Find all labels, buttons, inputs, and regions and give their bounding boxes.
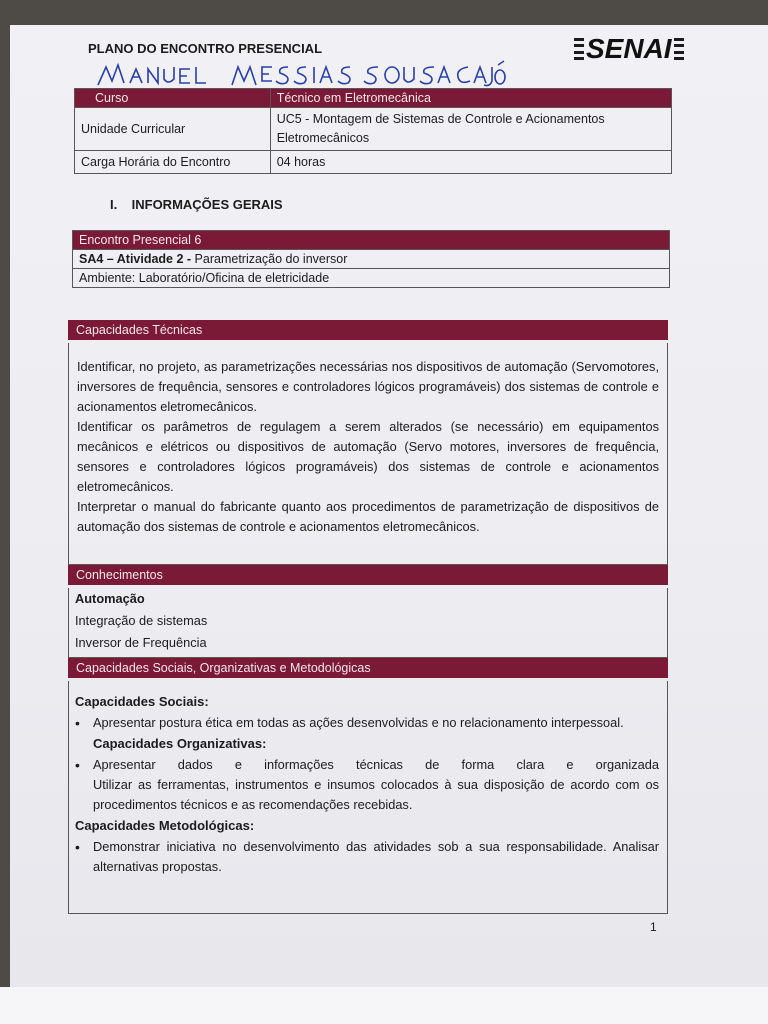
document-title: PLANO DO ENCONTRO PRESENCIAL — [88, 41, 323, 56]
social-capabilities-header: Capacidades Sociais, Organizativas e Metodológicas — [68, 658, 668, 678]
organizational-capability-line-1: Apresentar dados e informações técnicas de forma clara e organizada — [93, 757, 659, 772]
knowledge-item-2: Inversor de Frequência — [75, 635, 207, 650]
course-value: Técnico em Eletromecânica — [270, 89, 671, 108]
technical-capability-2: Identificar os parâmetros de regulagem a serem alterados (se necessário) em equipamentos mecânicos e elétricos ou dispositivos de automação (Servo motores, inversores de frequência, sensores e controladores lógicos programáveis) dos sistemas de controle e acionamentos eletromecânicos. — [77, 419, 659, 494]
curricular-unit-value — [270, 108, 671, 151]
organizational-capability-item — [75, 755, 659, 815]
social-capability-item: • Apresentar postura ética em todas as ações desenvolvidas e no relacionamento interpessoal. — [75, 715, 624, 731]
organizational-capability-line-2: Utilizar as ferramentas, instrumentos e insumos colocados à sua disposição de acordo com os procedimentos técnicos e as recomendações recebidas. — [93, 777, 659, 812]
knowledge-title: Automação — [75, 591, 145, 606]
meeting-info-table — [72, 230, 670, 288]
page-number: 1 — [650, 920, 657, 934]
curricular-unit-line-2: Eletromecânicos — [276, 131, 370, 145]
knowledge-item-1: Integração de sistemas — [75, 613, 208, 628]
senai-logo — [574, 33, 684, 65]
logo-bars-right — [674, 38, 684, 60]
course-row — [75, 89, 672, 108]
meeting-header: Encontro Presencial 6 — [73, 231, 670, 250]
workload-row — [75, 151, 672, 174]
logo-bars-left — [574, 38, 584, 60]
bullet-icon: • — [75, 839, 80, 855]
technical-capabilities-header: Capacidades Técnicas — [68, 320, 668, 340]
technical-capability-3: Interpretar o manual do fabricante quanto aos procedimentos de parametrização de dispositivos de automação dos sistemas de controle e acionamentos eletromecânicos. — [77, 499, 659, 534]
methodological-capability-item: • Demonstrar iniciativa no desenvolvimento das atividades sob a sua responsabilidade. Analisar alternativas propostas. — [75, 837, 659, 877]
section-title: INFORMAÇÕES GERAIS — [131, 197, 283, 212]
technical-capability-1: Identificar, no projeto, as parametrizações necessárias nos dispositivos de automação (Servomotores, inversores de frequência, sensores e controladores lógicos programáveis) dos sistemas de controle e acionamentos eletromecânicos. — [77, 359, 659, 414]
bullet-icon: • — [75, 715, 80, 731]
curricular-unit-row — [75, 108, 672, 151]
section-heading — [110, 197, 283, 212]
methodological-capabilities-title: Capacidades Metodológicas: — [75, 818, 255, 833]
bullet-icon: • — [75, 757, 80, 773]
activity-code: SA4 – Atividade 2 - — [79, 252, 192, 266]
document-page — [10, 25, 768, 987]
course-info-table — [74, 88, 672, 174]
workload-value: 04 horas — [270, 151, 671, 174]
curricular-unit-label: Unidade Curricular — [75, 108, 271, 151]
knowledge-header: Conhecimentos — [68, 565, 668, 585]
social-capabilities-box — [68, 681, 668, 914]
workload-label: Carga Horária do Encontro — [75, 151, 271, 174]
technical-capabilities-box — [68, 343, 668, 565]
activity-cell — [73, 250, 670, 269]
organizational-capabilities-title: Capacidades Organizativas: — [93, 736, 267, 751]
background-surface — [0, 987, 768, 1024]
environment-cell: Ambiente: Laboratório/Oficina de eletricidade — [73, 269, 670, 288]
course-label: Curso — [75, 89, 271, 108]
logo-wordmark: SENAI — [586, 33, 672, 64]
curricular-unit-line-1: UC5 - Montagem de Sistemas de Controle e Acionamentos — [276, 112, 605, 126]
activity-name: Parametrização do inversor — [191, 252, 348, 266]
social-capabilities-title: Capacidades Sociais: — [75, 694, 209, 709]
knowledge-box — [68, 588, 668, 658]
section-number: I. — [110, 197, 118, 212]
